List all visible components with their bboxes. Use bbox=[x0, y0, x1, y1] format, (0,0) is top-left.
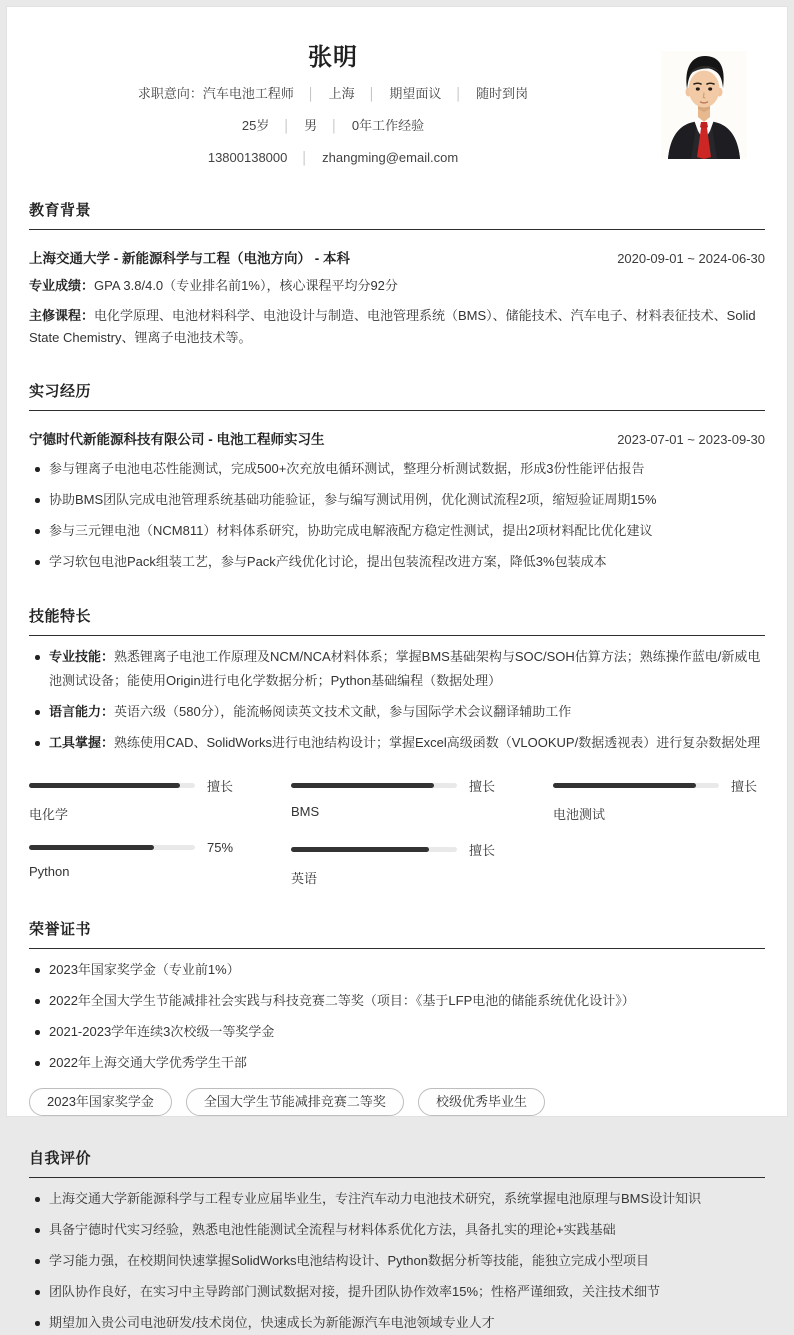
list-item: 2022年上海交通大学优秀学生干部 bbox=[29, 1051, 765, 1075]
skill-bar-track bbox=[29, 845, 195, 850]
contact-line bbox=[29, 148, 637, 168]
separator: │ bbox=[282, 119, 291, 133]
education-gpa-label: 专业成绩： bbox=[29, 278, 95, 293]
education-courses-label: 主修课程： bbox=[29, 308, 95, 323]
education-date-range: 2020-09-01 ~ 2024-06-30 bbox=[617, 251, 765, 266]
skill-bar-empty bbox=[553, 840, 765, 887]
list-item: 2021-2023学年连续3次校级一等奖学金 bbox=[29, 1020, 765, 1044]
separator: │ bbox=[330, 119, 339, 133]
internship-company-line: 宁德时代新能源科技有限公司 - 电池工程师实习生 bbox=[29, 432, 325, 447]
evaluation-bullet-list bbox=[29, 1187, 765, 1335]
person-name: 张明 bbox=[308, 44, 358, 71]
list-item: 学习软包电池Pack组装工艺，参与Pack产线优化讨论，提出包装流程改进方案，降低3%包装成本 bbox=[29, 550, 765, 574]
phone-number: 13800138000 bbox=[207, 150, 288, 165]
honors-bullet-list bbox=[29, 958, 765, 1075]
skill-bar-track bbox=[291, 847, 457, 852]
separator: │ bbox=[368, 87, 376, 101]
education-courses-line bbox=[29, 305, 765, 349]
skill-bar-name: 英语 bbox=[291, 871, 318, 886]
skill-bar-bms bbox=[291, 776, 503, 823]
list-item: 学习能力强，在校期间快速掌握SolidWorks电池结构设计、Python数据分析等技能，能独立完成小型项目 bbox=[29, 1249, 765, 1273]
skill-bar-fill bbox=[291, 847, 429, 852]
section-honors bbox=[29, 918, 765, 1116]
skill-bar-english bbox=[291, 840, 503, 887]
honor-tag: 全国大学生节能减排竞赛二等奖 bbox=[186, 1088, 404, 1116]
person-gender: 男 bbox=[304, 118, 318, 133]
person-experience: 0年工作经验 bbox=[351, 118, 425, 133]
list-item: 专业技能：熟悉锂离子电池工作原理及NCM/NCA材料体系；掌握BMS基础架构与SOC/SOH估算方法；熟练操作蓝电/新威电池测试设备；能使用Origin进行电化学数据分析；Python基础编程（数据处理） bbox=[29, 645, 765, 693]
basic-info-line bbox=[29, 116, 637, 136]
honor-tag: 2023年国家奖学金 bbox=[29, 1088, 172, 1116]
skill-bar-level: 擅长 bbox=[469, 843, 496, 858]
skill-bar-level: 擅长 bbox=[731, 779, 758, 794]
list-item: 上海交通大学新能源科学与工程专业应届毕业生，专注汽车动力电池技术研究，系统掌握电池原理与BMS设计知识 bbox=[29, 1187, 765, 1211]
list-item: 参与三元锂电池（NCM811）材料体系研究，协助完成电解液配方稳定性测试，提出2项材料配比优化建议 bbox=[29, 519, 765, 543]
separator: │ bbox=[301, 151, 309, 165]
skill-bar-fill bbox=[29, 783, 180, 788]
person-age: 25岁 bbox=[241, 118, 270, 133]
education-entry-head bbox=[29, 247, 765, 267]
section-skills bbox=[29, 605, 765, 887]
education-gpa-text: GPA 3.8/4.0（专业排名前1%），核心课程平均分92分 bbox=[94, 278, 398, 293]
skill-bar-level: 75% bbox=[207, 840, 234, 855]
separator: │ bbox=[307, 87, 315, 101]
list-item: 2023年国家奖学金（专业前1%） bbox=[29, 958, 765, 982]
skill-bar-track bbox=[29, 783, 195, 788]
skill-bar-level: 擅长 bbox=[207, 779, 234, 794]
education-courses-text: 电化学原理、电池材料科学、电池设计与制造、电池管理系统（BMS）、储能技术、汽车电子、材料表征技术、Solid State Chemistry、锂离子电池技术等。 bbox=[29, 308, 756, 345]
section-title-honors: 荣誉证书 bbox=[29, 918, 765, 949]
skill-bar-name: Python bbox=[29, 864, 70, 879]
skill-bar-fill bbox=[29, 845, 154, 850]
email-address: zhangming@email.com bbox=[322, 150, 459, 165]
list-item: 语言能力：英语六级（580分），能流畅阅读英文技术文献，参与国际学术会议翻译辅助工作 bbox=[29, 700, 765, 724]
skill-bar-fill bbox=[553, 783, 696, 788]
skill-bar-track bbox=[553, 783, 719, 788]
education-gpa-line bbox=[29, 275, 765, 297]
internship-entry-head bbox=[29, 428, 765, 448]
resume-header bbox=[29, 37, 765, 168]
skill-bar-name: 电池测试 bbox=[553, 807, 606, 822]
job-intent-position: 汽车电池工程师 bbox=[202, 86, 294, 101]
job-intent-label: 求职意向： bbox=[137, 86, 203, 101]
section-title-education: 教育背景 bbox=[29, 199, 765, 230]
skill-bar-name: 电化学 bbox=[29, 807, 69, 822]
section-title-self-evaluation: 自我评价 bbox=[29, 1147, 765, 1178]
job-intent-city: 上海 bbox=[328, 86, 355, 101]
list-item: 工具掌握：熟练使用CAD、SolidWorks进行电池结构设计；掌握Excel高级函数（VLOOKUP/数据透视表）进行复杂数据处理 bbox=[29, 731, 765, 755]
header-text-block bbox=[29, 37, 637, 168]
list-item: 2022年全国大学生节能减排社会实践与科技竞赛二等奖（项目：《基于LFP电池的储能系统优化设计》） bbox=[29, 989, 765, 1013]
section-title-internship: 实习经历 bbox=[29, 380, 765, 411]
job-intent-salary: 期望面议 bbox=[389, 86, 442, 101]
job-intent-availability: 随时到岗 bbox=[476, 86, 529, 101]
section-internship bbox=[29, 380, 765, 574]
skill-bar-track bbox=[291, 783, 457, 788]
skill-bar-battery-testing bbox=[553, 776, 765, 823]
internship-bullet-list bbox=[29, 457, 765, 574]
list-item: 协助BMS团队完成电池管理系统基础功能验证，参与编写测试用例，优化测试流程2项，缩短验证周期15% bbox=[29, 488, 765, 512]
job-intent-line bbox=[29, 84, 637, 104]
skill-bar-electrochemistry bbox=[29, 776, 241, 823]
skills-bullet-list bbox=[29, 645, 765, 755]
section-self-evaluation bbox=[29, 1147, 765, 1335]
skill-bar-name: BMS bbox=[291, 804, 320, 819]
list-item: 具备宁德时代实习经验，熟悉电池性能测试全流程与材料体系优化方法，具备扎实的理论+实践基础 bbox=[29, 1218, 765, 1242]
internship-date-range: 2023-07-01 ~ 2023-09-30 bbox=[617, 432, 765, 447]
list-item: 期望加入贵公司电池研发/技术岗位，快速成长为新能源汽车电池领域专业人才 bbox=[29, 1311, 765, 1335]
section-education bbox=[29, 199, 765, 349]
honor-tag: 校级优秀毕业生 bbox=[418, 1088, 545, 1116]
resume-page bbox=[6, 6, 788, 1330]
section-title-skills: 技能特长 bbox=[29, 605, 765, 636]
portrait-photo bbox=[661, 51, 747, 159]
list-item: 团队协作良好，在实习中主导跨部门测试数据对接，提升团队协作效率15%；性格严谨细致，关注技术细节 bbox=[29, 1280, 765, 1304]
skill-bar-python bbox=[29, 840, 241, 887]
skill-bar-level: 擅长 bbox=[469, 779, 496, 794]
skill-bar-fill bbox=[291, 783, 434, 788]
skill-bars-grid bbox=[29, 776, 765, 887]
education-school-line: 上海交通大学 - 新能源科学与工程（电池方向） - 本科 bbox=[29, 251, 350, 266]
separator: │ bbox=[455, 87, 463, 101]
list-item: 参与锂离子电池电芯性能测试，完成500+次充放电循环测试，整理分析测试数据，形成3份性能评估报告 bbox=[29, 457, 765, 481]
honor-tags-row bbox=[29, 1088, 765, 1116]
